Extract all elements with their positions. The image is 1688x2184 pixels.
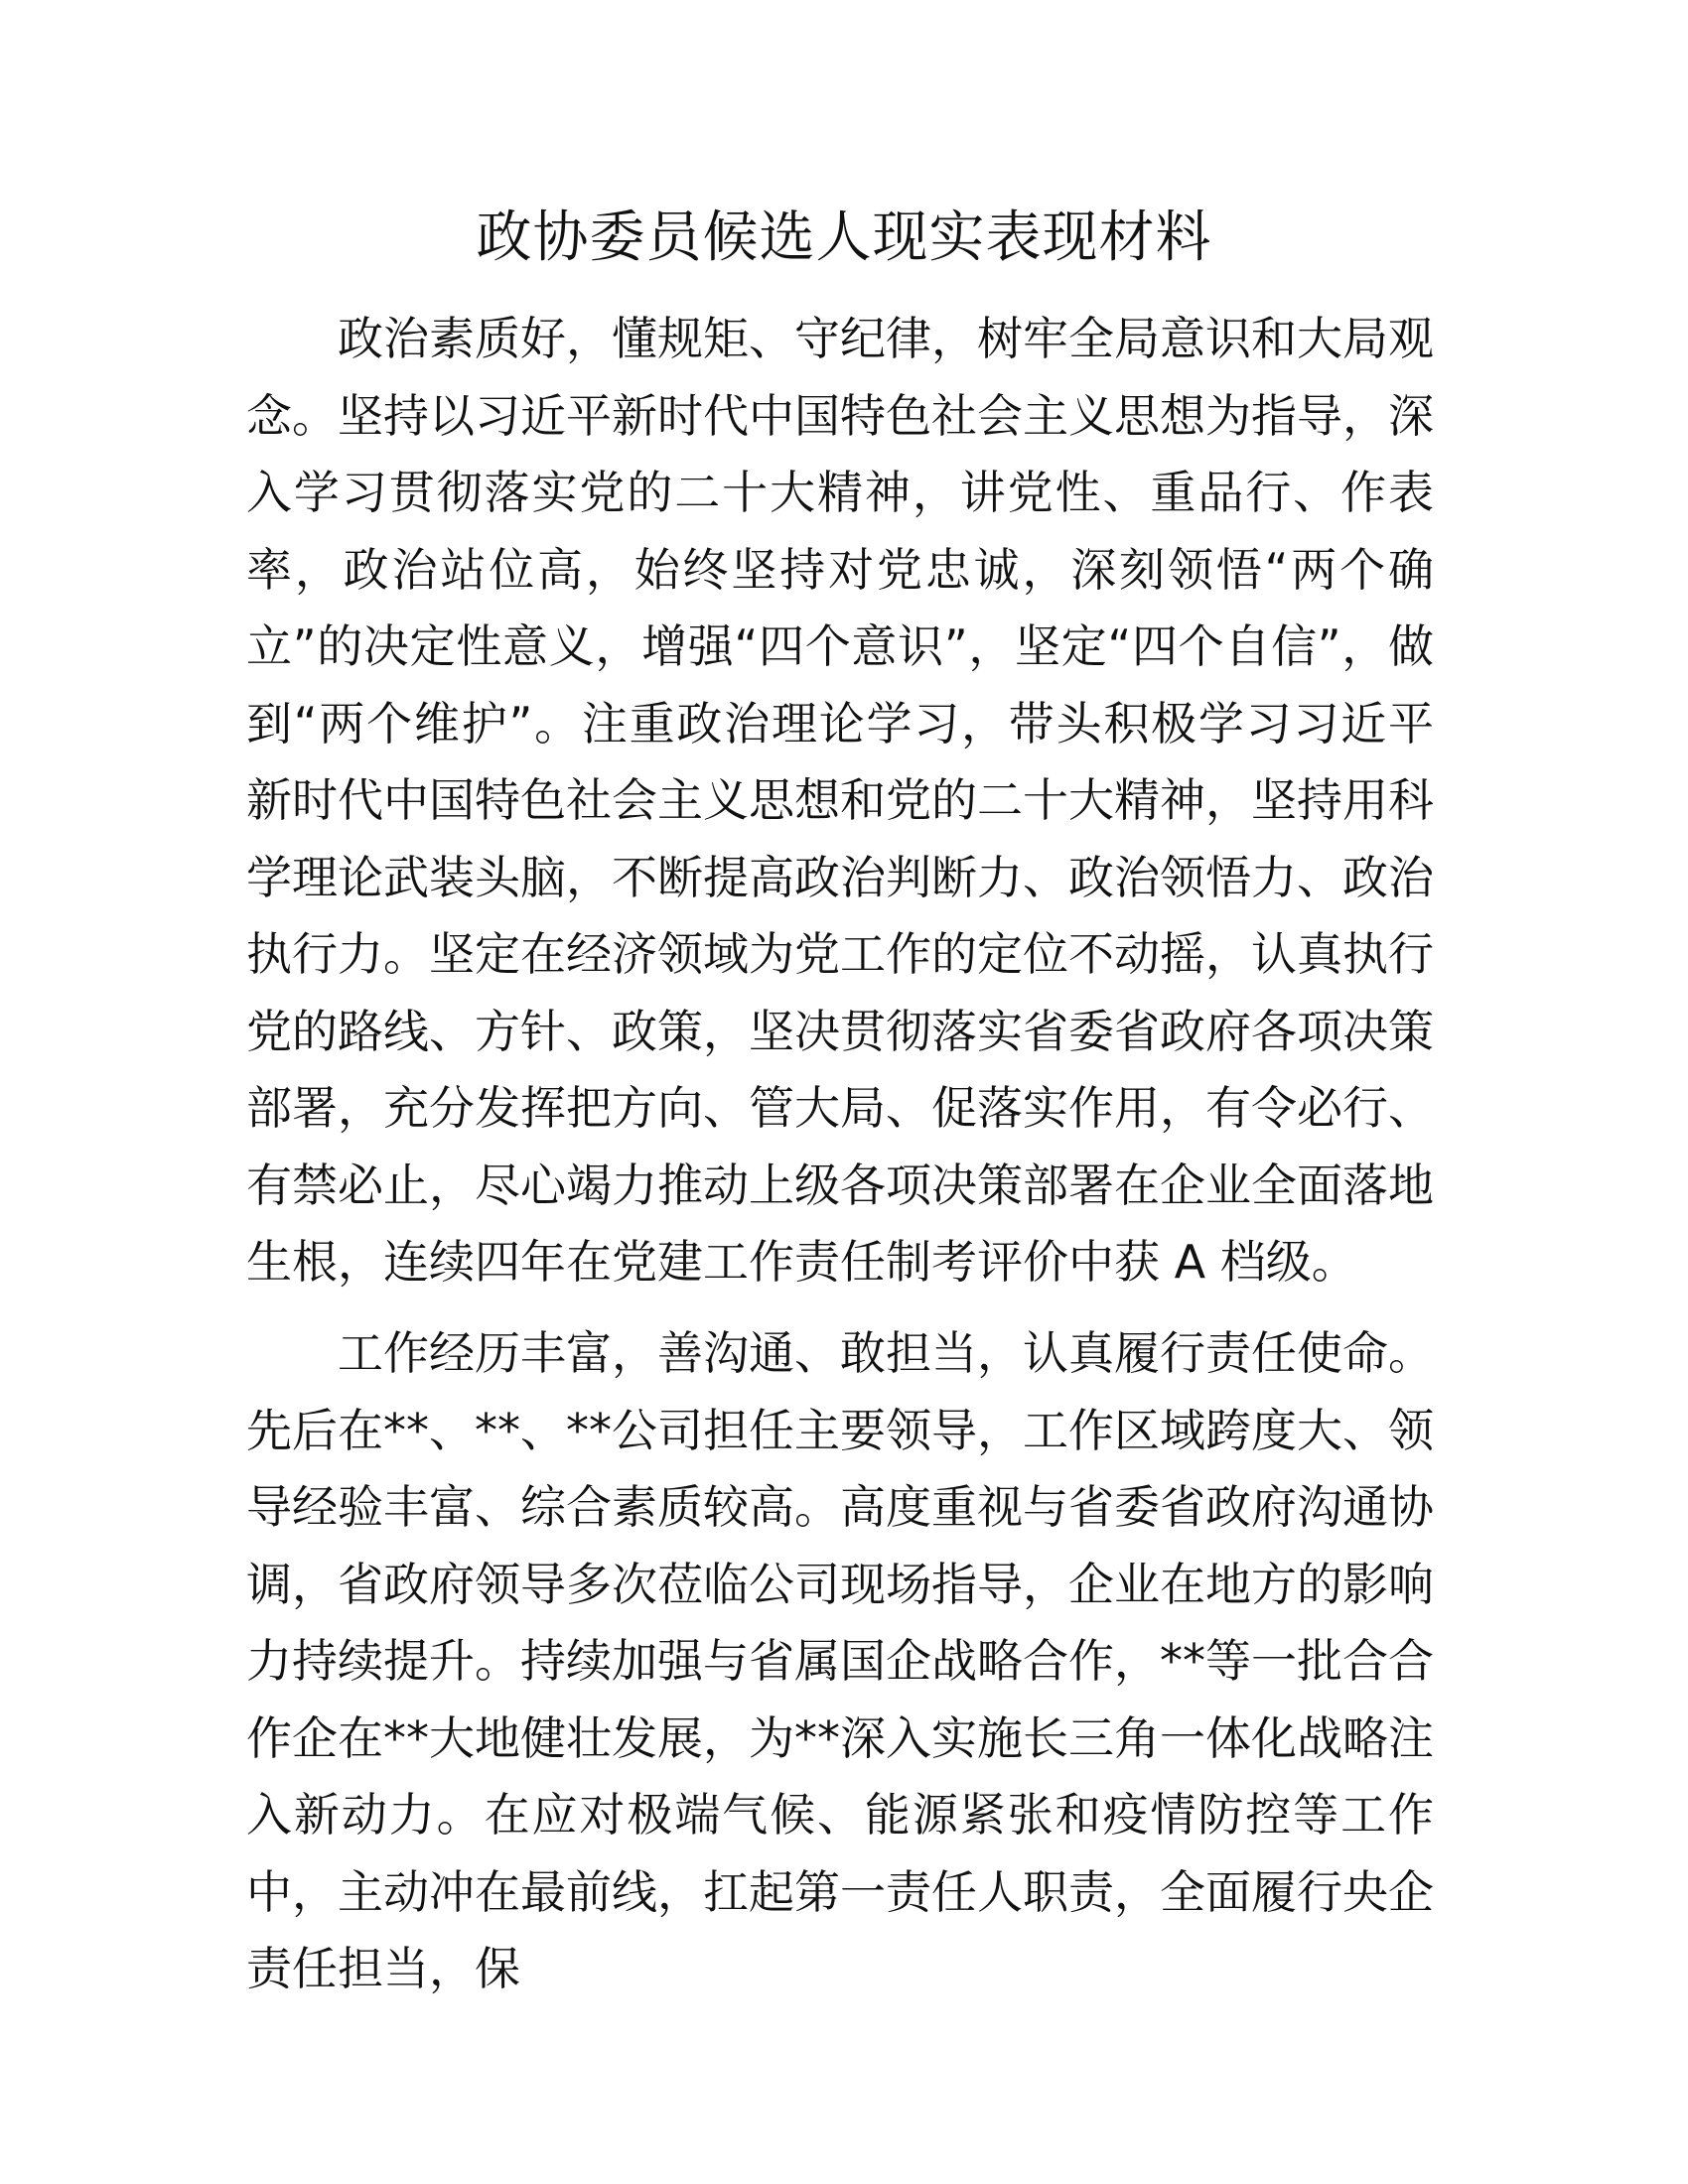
paragraph-work-experience: 工作经历丰富，善沟通、敢担当，认真履行责任使命。先后在**、**、**公司担任主要领导，工作区域跨度大、领导经验丰富、综合素质较高。高度重视与省委省政府沟通协调，省政府领导多次莅临公司现场指导，企业在地方的影响力持续提升。持续加强与省属国企战略合作，**等一批合合作企在**大地健壮发展，为**深入实施长三角一体化战略注入新动力。在应对极端气候、能源紧张和疫情防控等工作中，主动冲在最前线，扛起第一责任人职责，全面履行央企责任担当，保 <box>246 1326 1434 1995</box>
paragraph-political-quality: 政治素质好，懂规矩、守纪律，树牢全局意识和大局观念。坚持以习近平新时代中国特色社会主义思想为指导，深入学习贯彻落实党的二十大精神，讲党性、重品行、作表率，政治站位高，始终坚持对党忠诚，深刻领悟“两个确立”的决定性意义，增强“四个意识”，坚定“四个自信”，做到“两个维护”。注重政治理论学习，带头积极学习习近平新时代中国特色社会主义思想和党的二十大精神，坚持用科学理论武装头脑，不断提高政治判断力、政治领悟力、政治执行力。坚定在经济领域为党工作的定位不动摇，认真执行党的路线、方针、政策，坚决贯彻落实省委省政府各项决策部署，充分发挥把方向、管大局、促落实作用，有令必行、有禁必止，尽心竭力推动上级各项决策部署在企业全面落地生根，连续四年在党建工作责任制考评价中获 A 档级。 <box>246 312 1434 1289</box>
document-title: 政协委员候选人现实表现材料 <box>476 205 1212 270</box>
